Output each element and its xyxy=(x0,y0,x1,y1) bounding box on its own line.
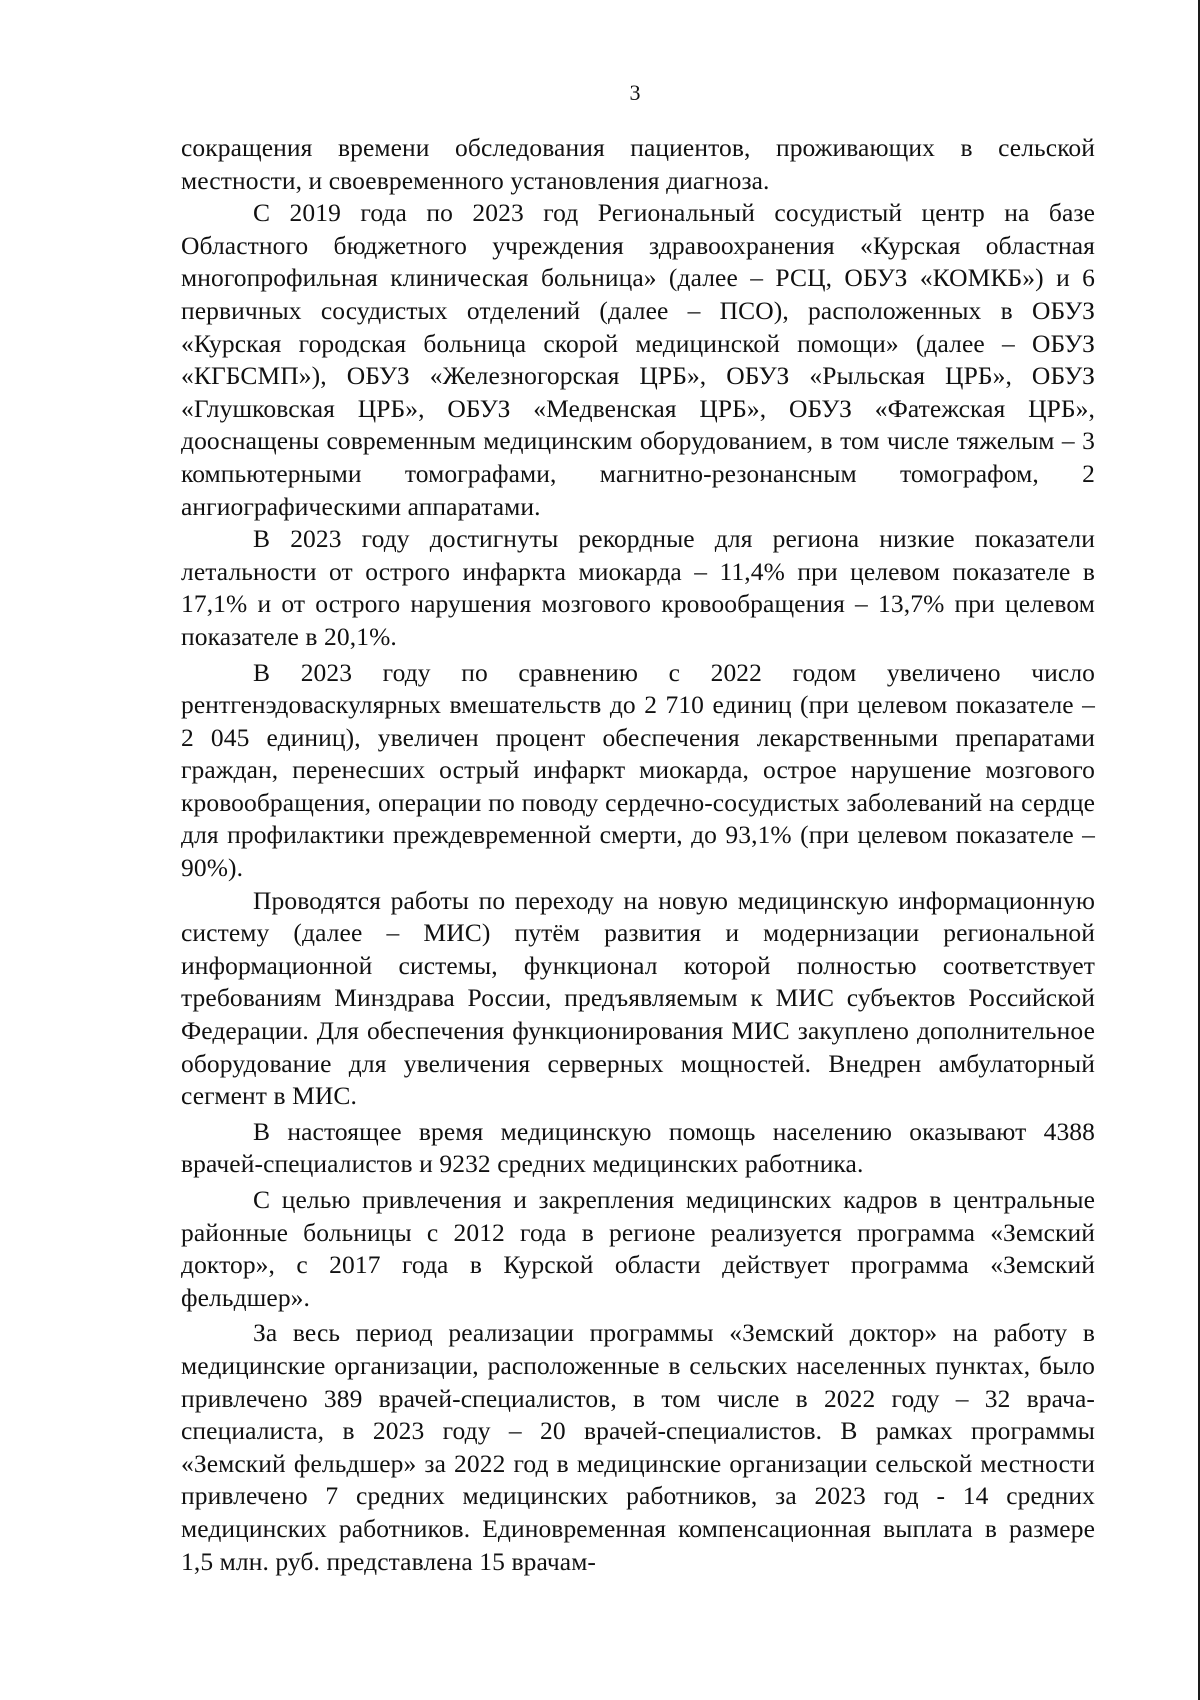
page-number: 3 xyxy=(629,80,641,105)
paragraph: С целью привлечения и закрепления медицинских кадров в центральные районные больницы с 2012 года в регионе реализуется программа «Земский доктор», с 2017 года в Курской области действует программа «Земский фельдшер». xyxy=(181,1185,1095,1312)
paragraph: С 2019 года по 2023 год Региональный сосудистый центр на базе Областного бюджетного учреждения здравоохранения «Курская областная многопрофильная клиническая больница» (далее – РСЦ, ОБУЗ «КОМКБ») и 6 первичных сосудистых отделений (далее – ПСО), расположенных в ОБУЗ «Курская городская больница скорой медицинской помощи» (далее – ОБУЗ «КГБСМП»), ОБУЗ «Железногорская ЦРБ», ОБУЗ «Рыльская ЦРБ», ОБУЗ «Глушковская ЦРБ», ОБУЗ «Медвенская ЦРБ», ОБУЗ «Фатежская ЦРБ», дооснащены современным медицинским оборудованием, в том числе тяжелым – 3 компьютерными томографами, магнитно-резонансным томографом, 2 ангиографическими аппаратами. xyxy=(181,198,1095,521)
paragraph: За весь период реализации программы «Земский доктор» на работу в медицинские организации, расположенные в сельских населенных пунктах, было привлечено 389 врачей-специалистов, в том числе в 2022 году – 32 врача-специалиста, в 2023 году – 20 врачей-специалистов. В рамках программы «Земский фельдшер» за 2022 год в медицинские организации сельской местности привлечено 7 средних медицинских работников, за 2023 год - 14 средних медицинских работников. Единовременная компенсационная выплата в размере 1,5 млн. руб. представлена 15 врачам- xyxy=(181,1318,1095,1576)
document-body xyxy=(181,132,1095,1578)
paragraph: Проводятся работы по переходу на новую медицинскую информационную систему (далее – МИС) путём развития и модернизации региональной информационной системы, функционал которой полностью соответствует требованиям Минздрава России, предъявляемым к МИС субъектов Российской Федерации. Для обеспечения функционирования МИС закуплено дополнительное оборудование для увеличения серверных мощностей. Внедрен амбулаторный сегмент в МИС. xyxy=(181,885,1095,1111)
paragraph: сокращения времени обследования пациентов, проживающих в сельской местности, и своевременного установления диагноза. xyxy=(181,133,1095,195)
paragraph: В 2023 году по сравнению с 2022 годом увеличено число рентгенэдоваскулярных вмешательств до 2 710 единиц (при целевом показателе – 2 045 единиц), увеличен процент обеспечения лекарственными препаратами граждан, перенесших острый инфаркт миокарда, острое нарушение мозгового кровообращения, операции по поводу сердечно-сосудистых заболеваний на сердце для профилактики преждевременной смерти, до 93,1% (при целевом показателе – 90%). xyxy=(181,657,1095,883)
paragraph: В 2023 году достигнуты рекордные для региона низкие показатели летальности от острого инфаркта миокарда – 11,4% при целевом показателе в 17,1% и от острого нарушения мозгового кровообращения – 13,7% при целевом показателе в 20,1%. xyxy=(181,524,1095,651)
paragraph: В настоящее время медицинскую помощь населению оказывают 4388 врачей-специалистов и 9232 средних медицинских работника. xyxy=(181,1116,1095,1179)
